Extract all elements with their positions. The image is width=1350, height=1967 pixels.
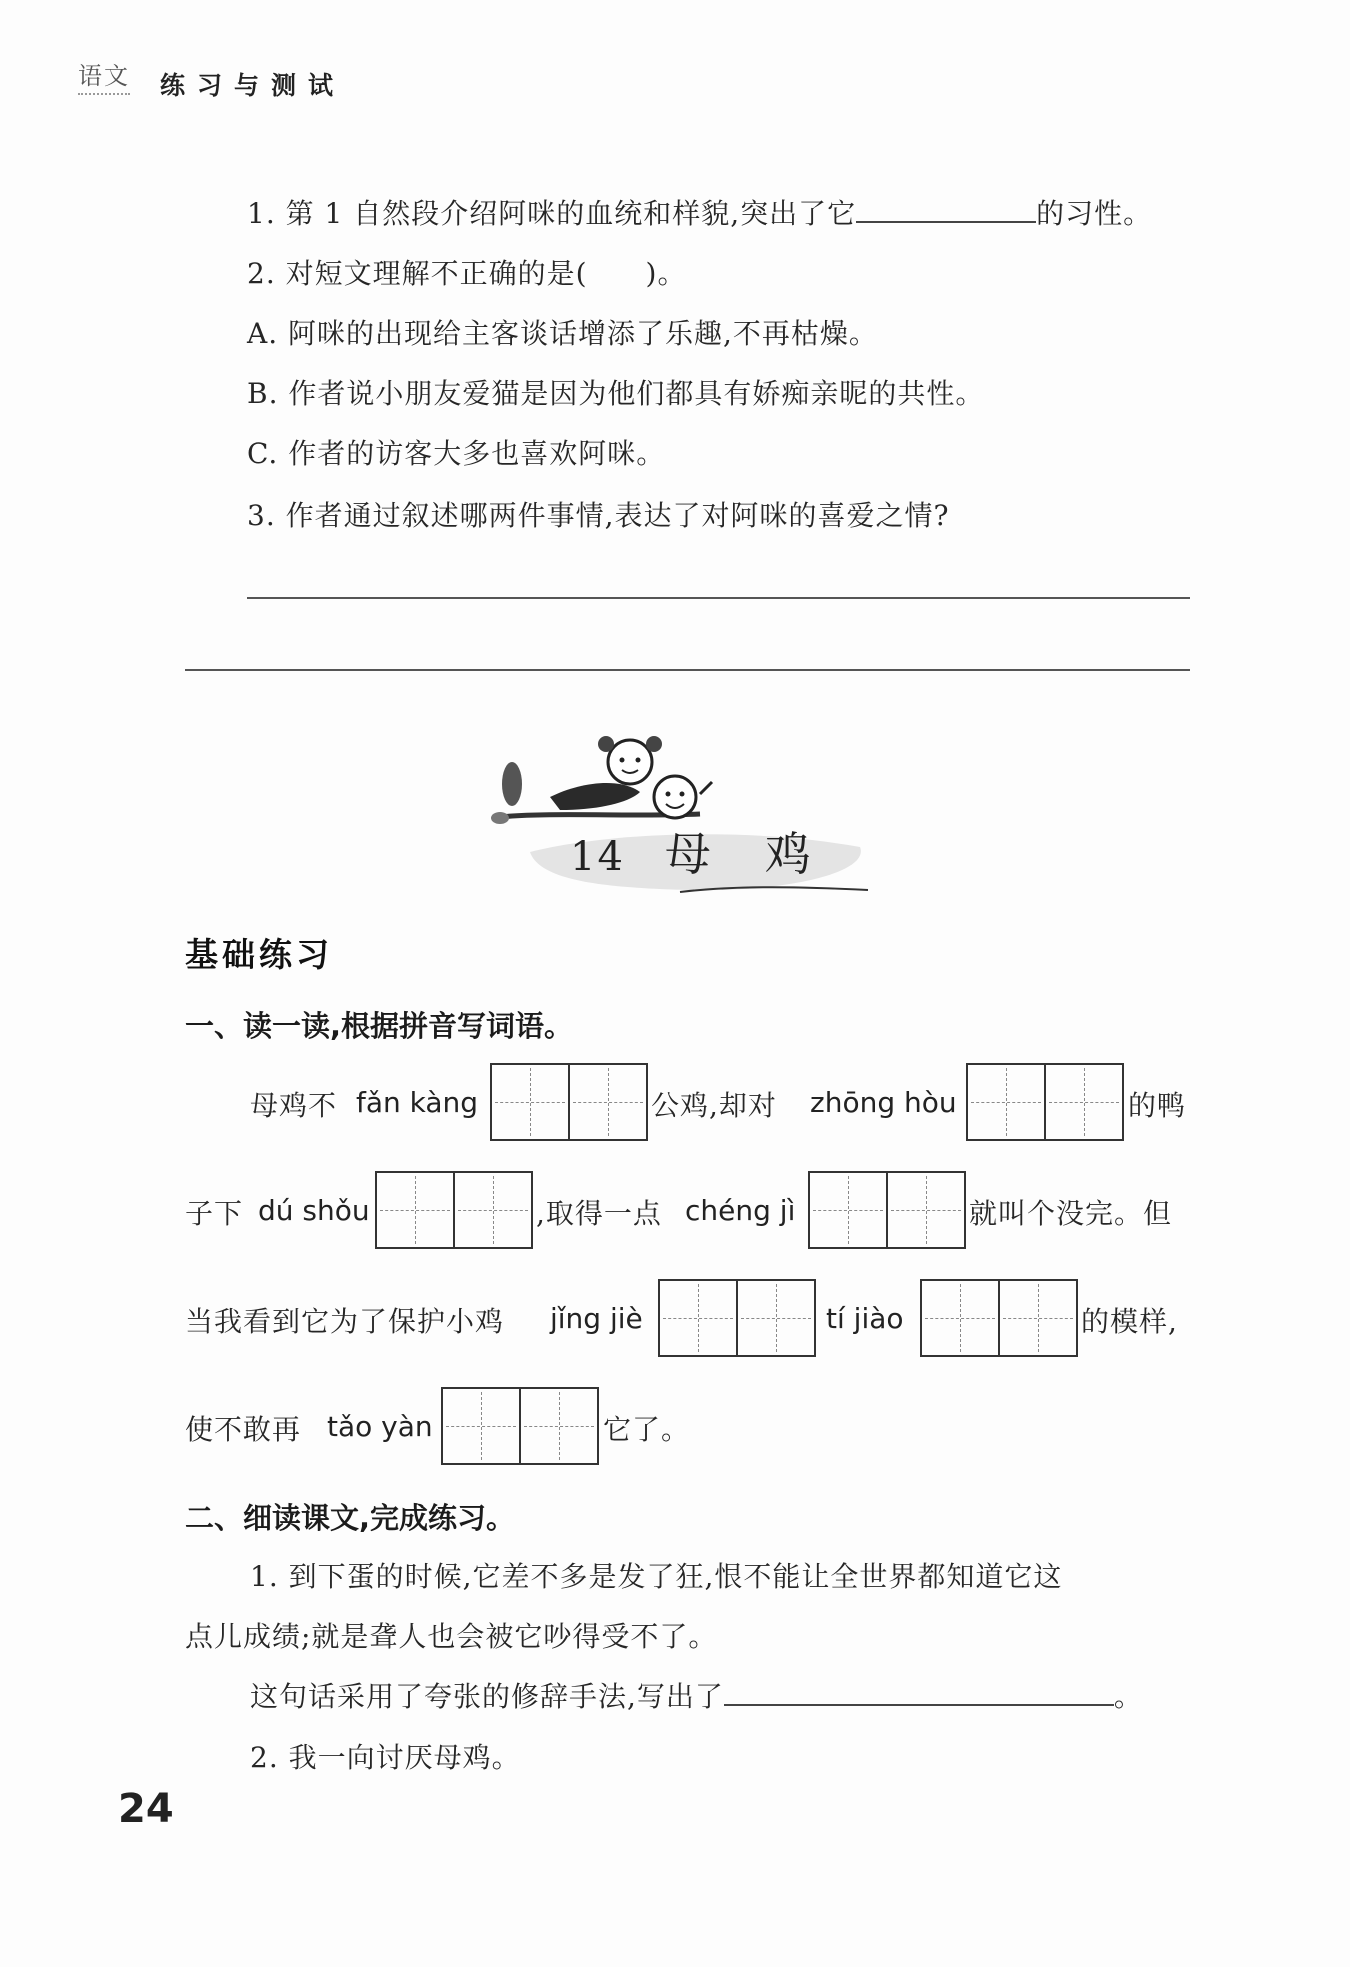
pinyin-du-shou: dú shǒu — [258, 1194, 370, 1227]
writing-box-zhong-hou[interactable] — [966, 1063, 1124, 1141]
option-a: A. 阿咪的出现给主客谈话增添了乐趣,不再枯燥。 — [247, 317, 878, 350]
page-number: 24 — [118, 1786, 174, 1832]
pinyin-jing-jie: jǐng jiè — [550, 1302, 643, 1335]
writing-box-fan-kang[interactable] — [490, 1063, 648, 1141]
text-jiu-jiao: 就叫个没完。但 — [969, 1197, 1173, 1230]
writing-box-jing-jie[interactable] — [658, 1279, 816, 1357]
writing-box-du-shou[interactable] — [375, 1171, 533, 1249]
question-1-text: 1. 第 1 自然段介绍阿咪的血统和样貌,突出了它 — [247, 197, 857, 230]
text-de-muyang: 的模样, — [1081, 1305, 1178, 1338]
text-muji-bu: 母鸡不 — [250, 1089, 338, 1122]
writing-box-cheng-ji[interactable] — [808, 1171, 966, 1249]
part-2-q1-prompt-line — [250, 1675, 1143, 1715]
pinyin-ti-jiao: tí jiào — [826, 1302, 904, 1335]
question-3: 3. 作者通过叙述哪两件事情,表达了对阿咪的喜爱之情? — [247, 499, 950, 532]
book-title: 练习与测试 — [160, 71, 346, 100]
question-1-line — [247, 192, 1152, 232]
text-ta-le: 它了。 — [603, 1413, 691, 1446]
question-1-tail: 的习性。 — [1036, 197, 1153, 230]
part-2-q1-line-2: 点儿成绩;就是聋人也会被它吵得受不了。 — [185, 1620, 718, 1653]
basic-practice-heading: 基础练习 — [185, 935, 333, 974]
answer-line-1[interactable] — [247, 597, 1190, 599]
pinyin-cheng-ji: chéng jì — [685, 1194, 796, 1227]
text-bian-bugan: 使不敢再 — [185, 1413, 302, 1446]
pinyin-fan-kang: fǎn kàng — [356, 1086, 479, 1119]
option-b: B. 作者说小朋友爱猫是因为他们都具有娇痴亲昵的共性。 — [247, 377, 985, 410]
option-c: C. 作者的访客大多也喜欢阿咪。 — [247, 437, 666, 470]
writing-box-tao-yan[interactable] — [441, 1387, 599, 1465]
answer-line-2[interactable] — [185, 669, 1190, 671]
lesson-title — [570, 818, 813, 884]
text-de-ya: 的鸭 — [1128, 1089, 1187, 1122]
part-2-q1-line-1: 1. 到下蛋的时候,它差不多是发了狂,恨不能让全世界都知道它这 — [250, 1560, 1063, 1593]
subject-label: 语文 — [78, 56, 130, 95]
part-2-q1-end: 。 — [1113, 1680, 1143, 1713]
answer-blank-part2-q1[interactable] — [724, 1702, 1114, 1706]
lesson-title-char-1: 母 — [664, 827, 713, 881]
writing-box-ti-jiao[interactable] — [920, 1279, 1078, 1357]
pinyin-zhong-hou: zhōng hòu — [810, 1086, 957, 1119]
part-2-q2: 2. 我一向讨厌母鸡。 — [250, 1741, 521, 1774]
text-zi-xia: 子下 — [185, 1197, 244, 1230]
text-dang-wo: 当我看到它为了保护小鸡 — [185, 1305, 505, 1338]
part-2-heading: 二、细读课文,完成练习。 — [185, 1501, 516, 1535]
text-qude-yidian: ,取得一点 — [536, 1197, 662, 1230]
part-1-heading: 一、读一读,根据拼音写词语。 — [185, 1009, 574, 1043]
text-gongji: 公鸡,却对 — [651, 1089, 777, 1122]
lesson-title-char-2: 鸡 — [764, 827, 813, 881]
lesson-number: 14 — [570, 834, 625, 880]
answer-blank-q1[interactable] — [856, 219, 1036, 223]
pinyin-tao-yan: tǎo yàn — [327, 1410, 433, 1443]
part-2-q1-prompt: 这句话采用了夸张的修辞手法,写出了 — [250, 1680, 724, 1713]
question-2: 2. 对短文理解不正确的是( )。 — [247, 257, 687, 290]
